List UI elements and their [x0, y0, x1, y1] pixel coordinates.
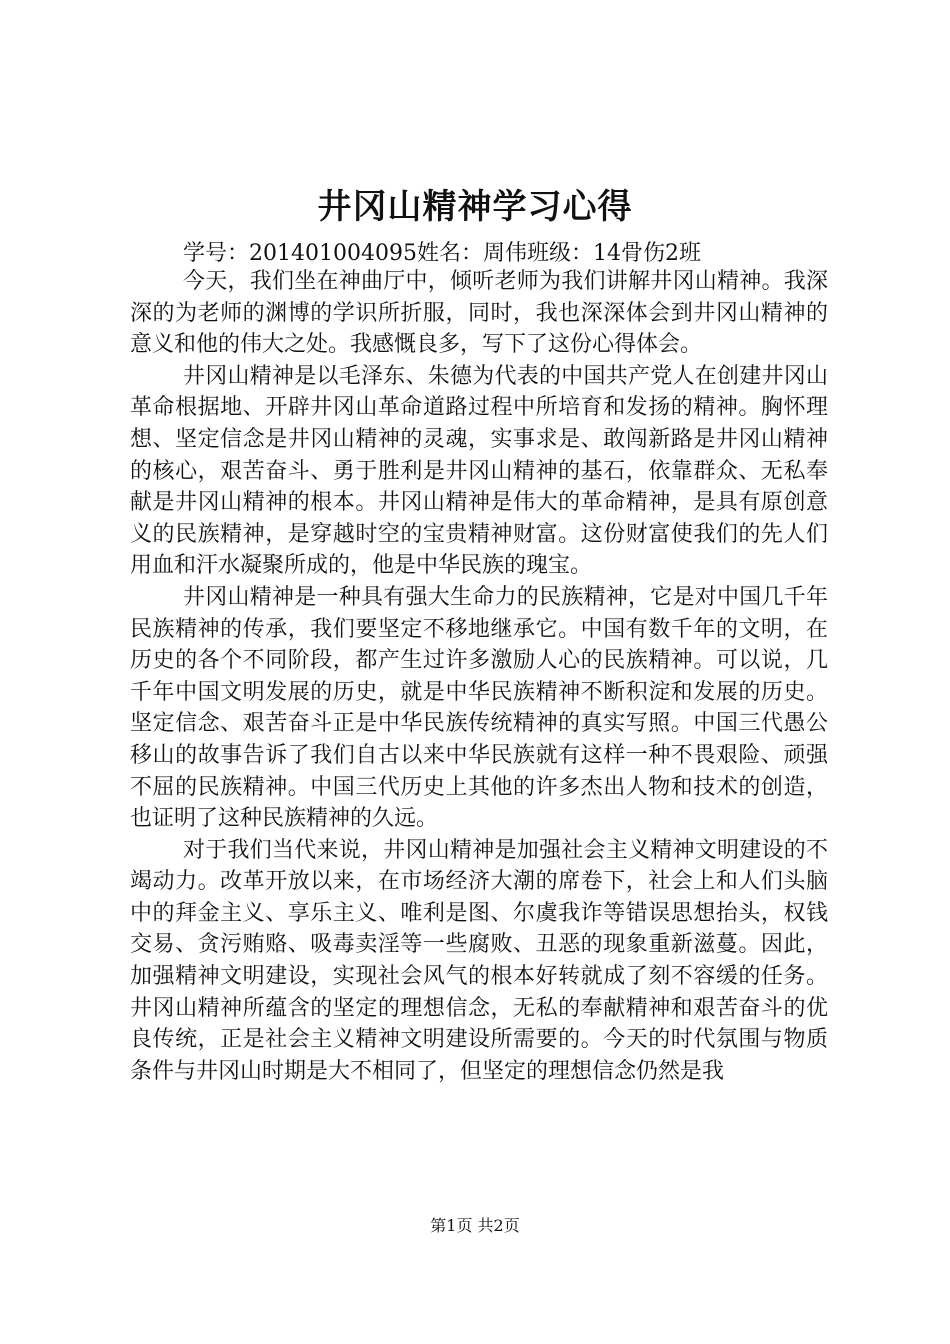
document-body	[130, 266, 828, 1087]
document-title: 井冈山精神学习心得	[317, 187, 633, 227]
paragraph-heritage: 井冈山精神是一种具有强大生命力的民族精神，它是对中国几千年民族精神的传承，我们要坚定不移地继承它。中国有数千年的文明，在历史的各个不同阶段，都产生过许多激励人心的民族精神。可以说，几千年中国文明发展的历史，就是中华民族精神不断积淀和发展的历史。坚定信念、艰苦奋斗正是中华民族传统精神的真实写照。中国三代愚公移山的故事告诉了我们自古以来中华民族就有这样一种不畏艰险、顽强不屈的民族精神。中国三代历史上其他的许多杰出人物和技术的创造，也证明了这种民族精神的久远。	[130, 584, 828, 832]
paragraph-definition: 井冈山精神是以毛泽东、朱德为代表的中国共产党人在创建井冈山革命根据地、开辟井冈山革命道路过程中所培育和发扬的精神。胸怀理想、坚定信念是井冈山精神的灵魂，实事求是、敢闯新路是井冈山精神的核心，艰苦奋斗、勇于胜利是井冈山精神的基石，依靠群众、无私奉献是井冈山精神的根本。井冈山精神是伟大的革命精神，是具有原创意义的民族精神，是穿越时空的宝贵精神财富。这份财富使我们的先人们用血和汗水凝聚所成的，他是中华民族的瑰宝。	[130, 363, 828, 579]
paragraph-modern-significance: 对于我们当代来说，井冈山精神是加强社会主义精神文明建设的不竭动力。改革开放以来，在市场经济大潮的席卷下，社会上和人们头脑中的拜金主义、享乐主义、唯利是图、尔虞我诈等错误思想抬头，权钱交易、贪污贿赂、吸毒卖淫等一些腐败、丑恶的现象重新滋蔓。因此，加强精神文明建设，实现社会风气的根本好转就成了刻不容缓的任务。井冈山精神所蕴含的坚定的理想信念，无私的奉献精神和艰苦奋斗的优良传统，正是社会主义精神文明建设所需要的。今天的时代氛围与物质条件与井冈山时期是大不相同了，但坚定的理想信念仍然是我	[130, 837, 828, 1084]
page-number-footer: 第1页 共2页	[430, 1216, 520, 1235]
student-info-line: 学号：201401004095姓名：周伟班级：14骨伤2班	[183, 241, 701, 266]
paragraph-intro: 今天，我们坐在神曲厅中，倾听老师为我们讲解井冈山精神。我深深的为老师的渊博的学识所折服，同时，我也深深体会到井冈山精神的意义和他的伟大之处。我感慨良多，写下了这份心得体会。	[130, 269, 828, 358]
